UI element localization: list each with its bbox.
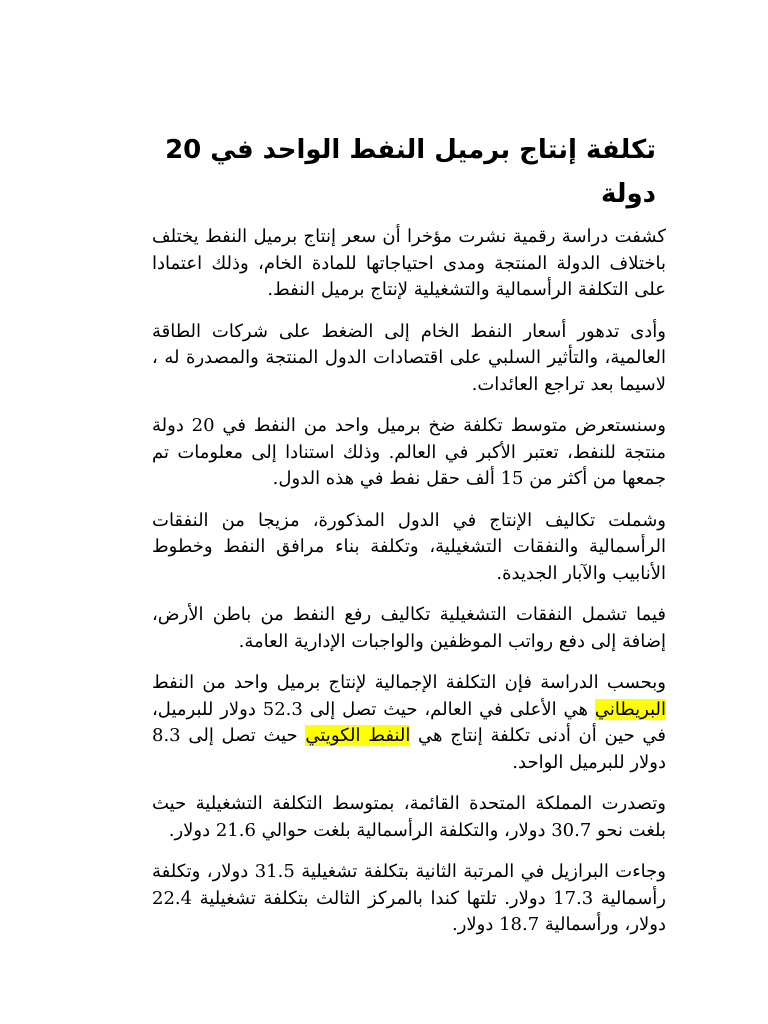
paragraph-20-countries: وسنستعرض متوسط تكلفة ضخ برميل واحد من النفط في 20 دولة منتجة للنفط، تعتبر الأكبر في العالم. وذلك استنادا إلى معلومات تم جمعها من أكثر من 15 ألف حقل نفط في هذه الدول. — [152, 415, 666, 489]
paragraph-text-part: وبحسب الدراسة فإن التكلفة الإجمالية لإنتاج برميل واحد من النفط — [152, 672, 666, 693]
paragraph-brazil-canada: وجاءت البرازيل في المرتبة الثانية بتكلفة تشغيلية 31.5 دولار، وتكلفة رأسمالية 17.3 دولار. تلتها كندا بالمركز الثالث بتكلفة تشغيلية 22.4 دولار، ورأسمالية 18.7 دولار. — [152, 861, 666, 935]
highlighted-kuwaiti-oil: النفط الكويتي — [305, 725, 411, 746]
paragraph-text-part: هي الأعلى في العالم، حيث تصل إلى 52.3 دولار للبرميل، في حين أن أدنى تكلفة إنتاج هي — [152, 698, 666, 746]
highlighted-british-oil: البريطاني — [594, 698, 667, 720]
paragraph-study-intro: كشفت دراسة رقمية نشرت مؤخرا أن سعر إنتاج برميل النفط يختلف باختلاف الدولة المنتجة ومدى احتياجاتها للمادة الخام، وذلك اعتمادا على التكلفة الرأسمالية والتشغيلية لإنتاج برميل النفط. — [152, 226, 666, 300]
paragraph-text-part: حيث تصل إلى 8.3 دولار للبرميل الواحد. — [152, 725, 666, 773]
paragraph-highest-lowest-cost — [152, 670, 666, 776]
article-body — [152, 224, 666, 954]
paragraph-production-costs: وشملت تكاليف الإنتاج في الدول المذكورة، مزيجا من النفقات الرأسمالية والنفقات التشغيلية، وتكلفة بناء مرافق النفط وخطوط الأنابيب والآبار الجديدة. — [152, 509, 666, 584]
paragraph-operating-expenses: فيما تشمل النفقات التشغيلية تكاليف رفع النفط من باطن الأرض، إضافة إلى دفع رواتب الموظفين والواجبات الإدارية العامة. — [152, 604, 666, 652]
paragraph-price-decline: وأدى تدهور أسعار النفط الخام إلى الضغط على شركات الطاقة العالمية، والتأثير السلبي على اقتصادات الدول المنتجة والمصدرة له ، لاسيما بعد تراجع العائدات. — [152, 320, 666, 395]
page-title: تكلفة إنتاج برميل النفط الواحد في 20 دولة — [165, 135, 656, 209]
paragraph-united-kingdom: وتصدرت المملكة المتحدة القائمة، بمتوسط التكلفة التشغيلية حيث بلغت نحو 30.7 دولار، والتكلفة الرأسمالية بلغت حوالي 21.6 دولار. — [152, 793, 666, 841]
